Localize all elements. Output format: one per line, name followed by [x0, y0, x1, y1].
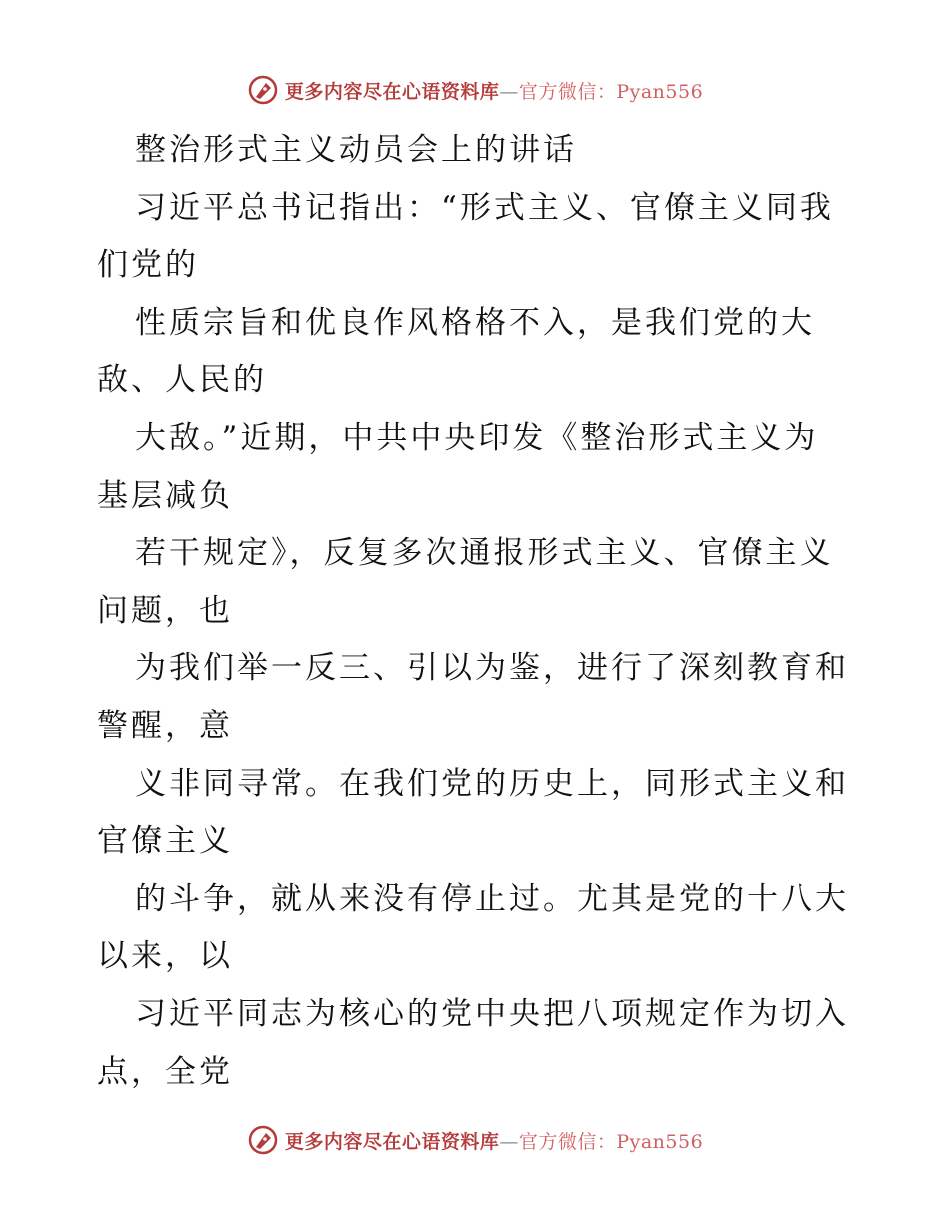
paragraph-line: 性质宗旨和优良作风格格不入，是我们党的大 — [135, 304, 815, 341]
paragraph-line: 若干规定》，反复多次通报形式主义、官僚主义 — [135, 535, 834, 572]
paragraph-line: 官僚主义 — [97, 823, 233, 860]
pen-nib-circle-icon — [247, 74, 279, 106]
document-title: 整治形式主义动员会上的讲话 — [135, 132, 577, 168]
paragraph-line: 敌、人民的 — [97, 362, 267, 399]
pen-nib-circle-icon — [247, 1124, 279, 1156]
header-watermark — [0, 70, 950, 110]
paragraph-line: 点，全党 — [97, 1053, 233, 1090]
paragraph-line: 们党的 — [97, 247, 199, 284]
watermark-text: 更多内容尽在心语资料库—官方微信：Pyan556 — [284, 80, 704, 103]
paragraph-line: 大敌。”近期，中共中央印发《整治形式主义为 — [135, 419, 819, 456]
paragraph-line: 为我们举一反三、引以为鉴，进行了深刻教育和 — [135, 650, 849, 687]
paragraph-line: 以来，以 — [97, 938, 233, 975]
paragraph-line: 习近平同志为核心的党中央把八项规定作为切入 — [135, 995, 849, 1032]
paragraph-line: 习近平总书记指出：“形式主义、官僚主义同我 — [135, 189, 834, 226]
watermark-text: 更多内容尽在心语资料库—官方微信：Pyan556 — [284, 1130, 704, 1153]
paragraph-line: 警醒，意 — [97, 707, 233, 744]
document-body — [97, 122, 857, 1101]
paragraph-line: 基层减负 — [97, 477, 233, 514]
paragraph-line: 义非同寻常。在我们党的历史上，同形式主义和 — [135, 765, 849, 802]
footer-watermark — [0, 1120, 950, 1160]
paragraph-line: 的斗争，就从来没有停止过。尤其是党的十八大 — [135, 880, 849, 917]
paragraph-line: 问题，也 — [97, 592, 233, 629]
